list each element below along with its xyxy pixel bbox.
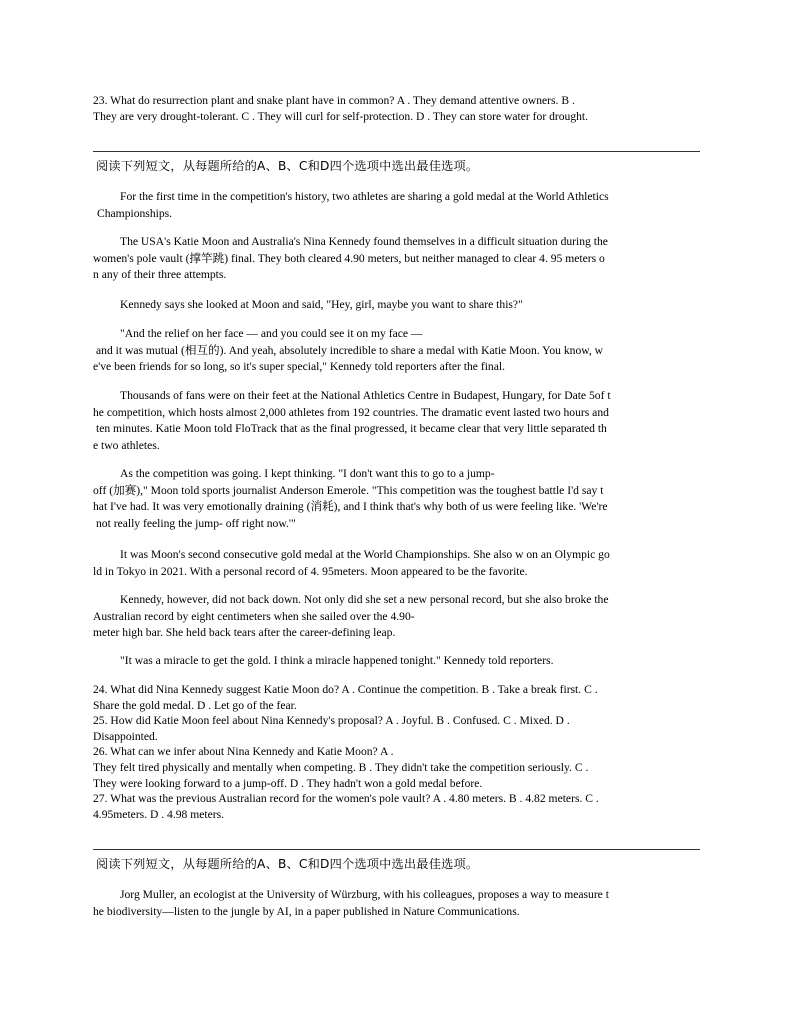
paragraph-line: The USA's Katie Moon and Australia's Nina Kennedy found themselves in a difficult situation during the: [120, 235, 608, 248]
paragraph-line: "And the relief on her face — and you could see it on my face —: [120, 327, 423, 340]
question-line: 24. What did Nina Kennedy suggest Katie Moon do? A . Continue the competition. B . Take a break first. C .: [93, 683, 598, 696]
paragraph-line: not really feeling the jump- off right now.'": [96, 516, 296, 530]
paragraph-line: hat I've had. It was very emotionally draining (消耗), and I think that's why both of us were feeling like. 'We're: [93, 500, 608, 513]
passage-paragraph: [93, 547, 701, 580]
passage-paragraph: [93, 234, 701, 284]
paragraph-line: Jorg Muller, an ecologist at the University of Würzburg, with his colleagues, proposes a way to measure t: [120, 888, 609, 901]
paragraph-line: ten minutes. Katie Moon told FloTrack that as the final progressed, it became clear that very little separated th: [96, 422, 607, 435]
passage-paragraph: [93, 297, 701, 314]
paragraph-line: Kennedy says she looked at Moon and said, "Hey, girl, maybe you want to share this?": [120, 298, 523, 311]
question-line: 23. What do resurrection plant and snake plant have in common? A . They demand attentive owners. B .: [93, 94, 575, 107]
paragraph-line: and it was mutual (相互的). And yeah, absolutely incredible to share a medal with Katie Moon. You know, w: [96, 343, 604, 357]
passage-paragraph: [93, 326, 701, 376]
question-list: [93, 682, 701, 822]
section-heading: 阅读下列短文，从每题所给的A、B、C和D四个选项中选出最佳选项。: [96, 159, 479, 173]
question-line: They were looking forward to a jump-off. D . They hadn't won a gold medal before.: [93, 776, 483, 790]
paragraph-line: Australian record by eight centimeters when she sailed over the 4.90-: [93, 609, 415, 623]
section-heading: 阅读下列短文，从每题所给的A、B、C和D四个选项中选出最佳选项。: [96, 857, 479, 871]
question-line: 27. What was the previous Australian record for the women's pole vault? A . 4.80 meters. B . 4.82 meters. C .: [93, 792, 599, 806]
question-23: [93, 93, 701, 125]
paragraph-line: It was Moon's second consecutive gold medal at the World Championships. She also w on an Olympic go: [120, 548, 610, 561]
question-line: They are very drought-tolerant. C . They will curl for self-protection. D . They can store water for drought.: [93, 110, 589, 123]
paragraph-line: "It was a miracle to get the gold. I think a miracle happened tonight." Kennedy told reporters.: [120, 654, 554, 667]
question-line: They felt tired physically and mentally when competing. B . They didn't take the competition seriously. C .: [93, 760, 589, 774]
passage-paragraph: [93, 592, 701, 642]
paragraph-line: he biodiversity—listen to the jungle by AI, in a paper published in Nature Communications.: [93, 904, 520, 918]
question-line: 25. How did Katie Moon feel about Nina Kennedy's proposal? A . Joyful. B . Confused. C . Mixed. D .: [93, 714, 570, 728]
paragraph-line: Championships.: [97, 206, 173, 220]
passage-paragraph: [93, 189, 701, 222]
passage-paragraph: [93, 653, 701, 670]
paragraph-line: Kennedy, however, did not back down. Not only did she set a new personal record, but she also broke the: [120, 593, 609, 606]
paragraph-line: e've been friends for so long, so it's super special," Kennedy told reporters after the final.: [93, 360, 505, 373]
question-line: 4.95meters. D . 4.98 meters.: [93, 807, 225, 821]
paragraph-line: off (加赛)," Moon told sports journalist Anderson Emerole. "This competition was the toughest battle I'd say t: [93, 483, 604, 497]
section-divider: [93, 849, 700, 850]
paragraph-line: meter high bar. She held back tears after the career-defining leap.: [93, 626, 396, 639]
question-line: Share the gold medal. D . Let go of the fear.: [93, 698, 297, 712]
paragraph-line: ld in Tokyo in 2021. With a personal record of 4. 95meters. Moon appeared to be the favorite.: [93, 564, 528, 578]
paragraph-line: Thousands of fans were on their feet at the National Athletics Centre in Budapest, Hungary, for Date 5of t: [120, 389, 611, 402]
question-line: 26. What can we infer about Nina Kennedy and Katie Moon? A .: [93, 745, 394, 759]
paragraph-line: n any of their three attempts.: [93, 268, 227, 281]
paragraph-line: As the competition was going. I kept thinking. "I don't want this to go to a jump-: [120, 467, 495, 480]
passage-paragraph: [93, 466, 701, 532]
passage-paragraph: [93, 887, 701, 920]
paragraph-line: he competition, which hosts almost 2,000 athletes from 192 countries. The dramatic event lasted two hours and: [93, 405, 609, 419]
paragraph-line: women's pole vault (撑竿跳) final. They both cleared 4.90 meters, but neither managed to clear 4. 95 meters o: [93, 251, 605, 265]
question-line: Disappointed.: [93, 729, 158, 743]
paragraph-line: e two athletes.: [93, 438, 160, 452]
passage-paragraph: [93, 388, 701, 454]
section-divider: [93, 151, 700, 152]
paragraph-line: For the first time in the competition's history, two athletes are sharing a gold medal at the World Athletics: [120, 190, 609, 203]
